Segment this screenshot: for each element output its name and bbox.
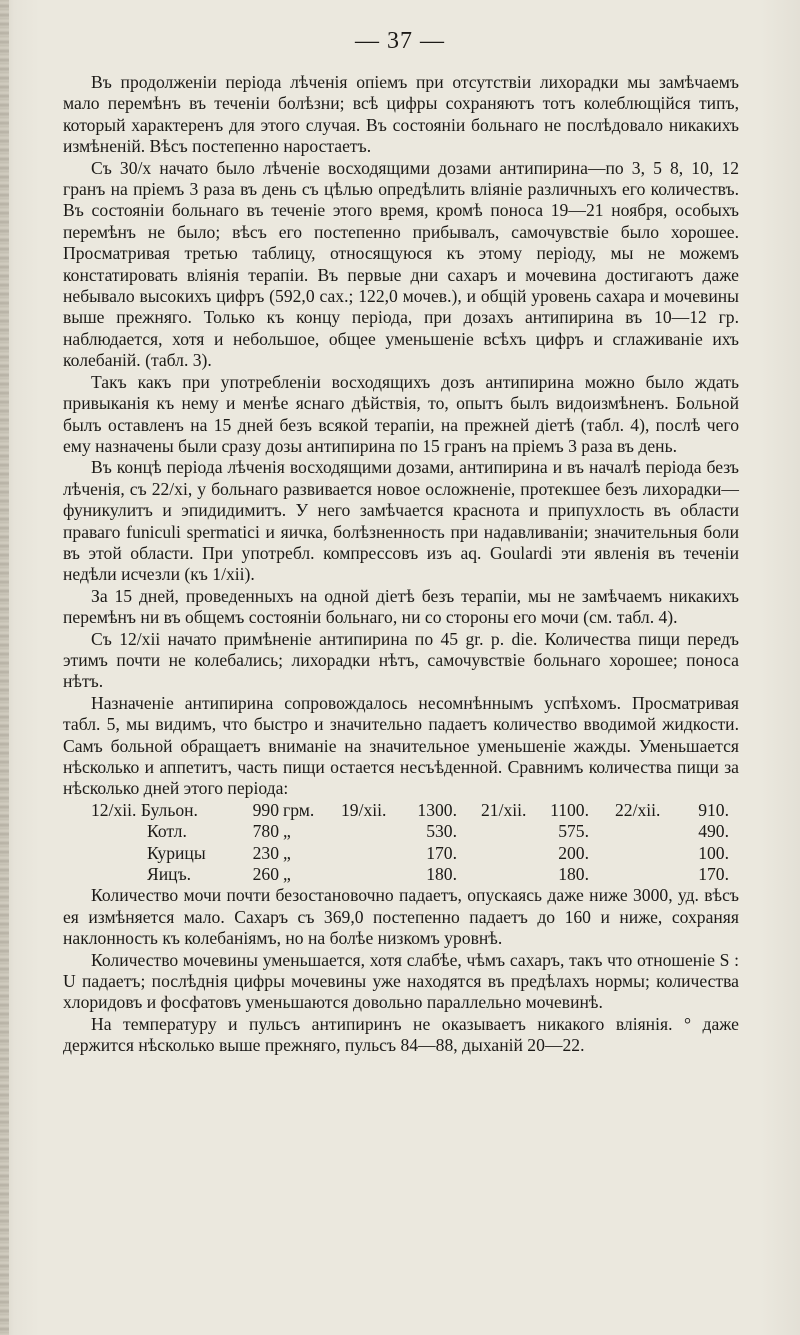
table-cell: 910. (698, 799, 729, 820)
table-cell (603, 843, 681, 864)
table-cell: 260 (252, 864, 279, 885)
table-cell: Котл. (147, 821, 187, 842)
page-number: — 37 — (355, 28, 445, 54)
table-cell (327, 821, 397, 842)
table-cell (603, 821, 681, 842)
table-row (91, 821, 729, 842)
table-cell: 180. (426, 864, 457, 885)
paragraph: Съ 30/х начато было лѣченіе восходящими дозами антипирина—по 3, 5 8, 10, 12 гранъ на пріемъ 3 раза въ день съ цѣлью опредѣлить вліяніе различныхъ его количествъ. Въ состояніи больнаго въ теченіе этого время, кромѣ поноса 19—21 ноября, особыхъ перемѣнъ не было; вѣсъ его постепенно прибывалъ, самочувствіе было хорошее. Просматривая третью таблицу, относящуюся къ этому періоду, мы не можемъ констатировать вліянія терапіи. Въ первые дни сахаръ и мочевина достигаютъ даже небывало высокихъ цифръ (592,0 сах.; 122,0 мочев.), и общій уровень сахара и мочевины выше прежняго. Только къ концу періода, при дозахъ антипирина въ 10—12 гр. наблюдается, хотя и небольшое, общее уменьшеніе всѣхъ цифръ и сглаживаніе ихъ колебаній. (табл. 3). (63, 157, 739, 371)
table-cell: 990 (252, 799, 279, 820)
table-cell: 100. (698, 842, 729, 863)
paragraph: Количество мочевины уменьшается, хотя слабѣе, чѣмъ сахаръ, такъ что отношеніе S : U падаетъ; послѣднія цифры мочевины уже находятся въ предѣлахъ нормы; количества хлоридовъ и фосфатовъ уменьшаются довольно параллельно мочевинѣ. (63, 949, 739, 1013)
table-cell: 200. (558, 842, 589, 863)
paragraph: Въ продолженіи періода лѣченія опіемъ при отсутствіи лихорадки мы замѣчаемъ мало перемѣнъ въ теченіи болѣзни; всѣ цифры сохраняютъ тотъ колеблющійся типъ, который характеренъ для этого случая. Въ состояніи больнаго не послѣдовало никакихъ измѣненій. Вѣсъ постепенно наростаетъ. (63, 72, 739, 157)
table-cell (603, 864, 681, 885)
paragraph: На температуру и пульсъ антипиринъ не оказываетъ никакого вліянія. ° даже держится нѣсколько выше прежняго, пульсъ 84—88, дыханій 20—22. (63, 1013, 739, 1056)
table-cell: 575. (558, 821, 589, 842)
table-cell: „ (283, 821, 291, 842)
table-cell: 180. (558, 864, 589, 885)
table-cell: 22/хіі. (615, 799, 661, 820)
table-cell: 170. (698, 864, 729, 885)
table-cell: 530. (426, 821, 457, 842)
table-cell: „ (283, 864, 291, 885)
paragraph: Въ концѣ періода лѣченія восходящими дозами, антипирина и въ началѣ періода безъ лѣченія, съ 22/хі, у больнаго развивается новое осложненіе, протекшее безъ лихорадки—фуникулитъ и эпидидимитъ. У него замѣчается краснота и припухлость въ области праваго funiculi spermatici и яичка, болѣзненность при надавливаніи; значительныя боли въ этой области. При употребл. компрессовъ изъ aq. Goulardi эти явленія въ теченіи недѣли исчезли (къ 1/хіі). (63, 457, 739, 585)
table-cell: 780 (252, 821, 279, 842)
table-cell: 1100. (550, 799, 589, 820)
book-spine-edge (0, 0, 9, 1335)
table-cell: Яицъ. (147, 864, 192, 885)
table-cell: 490. (698, 821, 729, 842)
table-cell (469, 843, 541, 864)
table-row (91, 843, 729, 864)
paragraph: Назначеніе антипирина сопровождалось несомнѣннымъ успѣхомъ. Просматривая табл. 5, мы видимъ, что быстро и значительно падаетъ количество вводимой жидкости. Самъ больной обращаетъ вниманіе на значительное уменьшеніе жажды. Уменьшается нѣсколько и аппетитъ, часть пищи остается несъѣденной. Сравнимъ количества пищи за нѣсколько дней этого періода: (63, 692, 739, 799)
table-cell: грм. (283, 799, 315, 820)
table-cell: 21/хіі. (481, 799, 527, 820)
food-comparison-table (91, 800, 729, 886)
table-cell: 19/хіі. (341, 799, 387, 820)
table-cell: 1300. (417, 799, 457, 820)
paragraph: За 15 дней, проведенныхъ на одной діетѣ безъ терапіи, мы не замѣчаемъ никакихъ перемѣнъ ни въ общемъ состояніи больнаго, ни со стороны его мочи (см. табл. 4). (63, 585, 739, 628)
table-cell (327, 843, 397, 864)
table-cell: Курицы (147, 842, 206, 863)
table-cell (469, 821, 541, 842)
paragraph: Количество мочи почти безостановочно падаетъ, опускаясь даже ниже 3000, уд. вѣсъ ея измѣняется мало. Сахаръ съ 369,0 постепенно падаетъ до 160 и ниже, сохраняя наклонность къ колебаніямъ, но на болѣе низкомъ уровнѣ. (63, 885, 739, 949)
table-cell (327, 864, 397, 885)
table-cell: „ (283, 842, 291, 863)
paragraph: Такъ какъ при употребленіи восходящихъ дозъ антипирина можно было ждать привыканія къ нему и менѣе яснаго дѣйствія, то, опытъ былъ видоизмѣненъ. Больной былъ оставленъ на 15 дней безъ всякой терапіи, на прежней діетѣ (табл. 4), послѣ чего ему назначены были сразу дозы антипирина по 15 гранъ на пріемъ 3 раза въ день. (63, 371, 739, 456)
table-cell: 230 (252, 842, 279, 863)
table-cell: 170. (426, 842, 457, 863)
table-cell (469, 864, 541, 885)
table-row (91, 800, 729, 821)
table-row (91, 864, 729, 885)
paragraph: Съ 12/хіі начато примѣненіе антипирина по 45 gr. p. die. Количества пищи передъ этимъ почти не колебались; лихорадки нѣтъ, самочувствіе больнаго хорошее; поноса нѣтъ. (63, 628, 739, 692)
body-text (63, 72, 739, 1057)
table-cell: 12/хіі. Бульон. (91, 799, 198, 820)
